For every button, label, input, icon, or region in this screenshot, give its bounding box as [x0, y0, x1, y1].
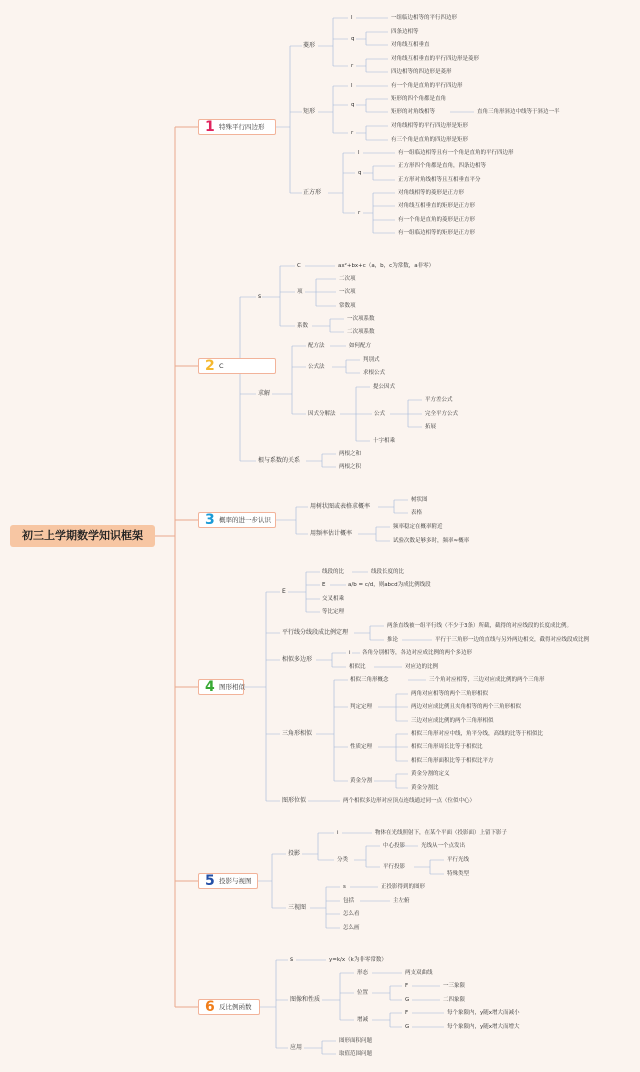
leaf-node[interactable]: 两根之和	[339, 451, 362, 457]
node-position[interactable]: 位置	[357, 990, 369, 996]
node-marker: l	[351, 15, 353, 21]
node-ratio[interactable]: 相似比	[349, 664, 366, 670]
leaf-node[interactable]: 树状图	[411, 497, 428, 503]
node-application[interactable]: 应用	[290, 1044, 303, 1051]
leaf-node[interactable]: 三边对应成比例的两个三角形相似	[411, 718, 494, 724]
topic-1-node[interactable]	[198, 119, 276, 135]
node-method[interactable]: 因式分解法	[308, 411, 336, 417]
leaf-node[interactable]: 怎么画	[343, 925, 360, 931]
node-shape[interactable]: 形态	[357, 970, 369, 976]
leaf-node[interactable]: 有一组临边相等且有一个角是直角的平行四边形	[398, 150, 514, 156]
leaf-node[interactable]: y=k/x（k为非零常数）	[329, 957, 387, 963]
leaf-node[interactable]: 矩形的对角线相等	[391, 109, 436, 115]
leaf-node[interactable]: 频率稳定在概率附近	[393, 524, 443, 530]
topic-label: C	[219, 362, 224, 370]
node-square[interactable]: 正方形	[303, 189, 322, 196]
leaf-node[interactable]: 光线从一个点发出	[421, 843, 466, 849]
node-property[interactable]: 性质定理	[350, 744, 373, 750]
leaf-node[interactable]: 矩形的四个角都是直角	[391, 96, 447, 102]
node-classify[interactable]: 分类	[337, 857, 349, 863]
topic-5-node[interactable]	[198, 873, 258, 889]
leaf-node[interactable]: 两条直线被一组平行线（不少于3条）所截，截得的对应线段的长度成比例。	[387, 623, 573, 629]
leaf-node[interactable]: 正方形对角线相等且互相垂直平分	[398, 177, 481, 183]
leaf-node[interactable]: 各角分别相等，各边对应成比例的两个多边形	[362, 650, 473, 656]
leaf-node[interactable]: 对应边的比例	[405, 664, 439, 670]
node-formula[interactable]: 公式	[374, 411, 386, 417]
node-marker: E	[322, 582, 326, 588]
leaf-node[interactable]: 物体在光线照射下，在某个平面（投影面）上留下影子	[375, 830, 508, 836]
node-parallel[interactable]: 平行投影	[383, 864, 406, 870]
leaf-node[interactable]: 怎么看	[343, 911, 360, 917]
node-parallel-theorem[interactable]: 平行线分线段成比例定理	[282, 629, 349, 636]
leaf-node[interactable]: 表格	[411, 510, 423, 516]
leaf-node[interactable]: 一三象限	[443, 983, 466, 989]
leaf-node[interactable]: 一组临边相等的平行四边形	[391, 15, 458, 21]
topic-3-node[interactable]	[198, 512, 276, 528]
leaf-node[interactable]: 平方差公式	[425, 397, 453, 403]
node-method[interactable]: 公式法	[308, 364, 325, 370]
topic-number: 4	[205, 679, 215, 695]
leaf-node[interactable]: 有一个角是直角的平行四边形	[391, 83, 463, 89]
leaf-node[interactable]: 提公因式	[373, 384, 396, 390]
leaf-node[interactable]: 有一组临边相等的矩形是正方形	[398, 230, 476, 236]
leaf-node[interactable]: 线段的比	[322, 569, 345, 575]
node-marker: s	[343, 884, 346, 890]
node-marker: l	[358, 150, 360, 156]
leaf-node[interactable]: 试验次数足够多时，频率≈概率	[393, 538, 470, 544]
leaf-node[interactable]: 黄金分割比	[411, 785, 439, 791]
topic-2-node[interactable]	[198, 358, 276, 374]
topic-number: 1	[205, 119, 215, 135]
leaf-node[interactable]: 特殊类型	[447, 871, 470, 877]
leaf-node[interactable]: 黄金分割的定义	[411, 771, 450, 777]
topic-label: 图形相似	[219, 683, 245, 691]
leaf-node[interactable]: 交叉相乘	[322, 596, 345, 602]
node-marker: l	[351, 83, 353, 89]
leaf-node[interactable]: 每个象限内，y随x增大而增大	[447, 1024, 520, 1030]
topic-number: 2	[205, 358, 215, 374]
leaf-node[interactable]: 两根之积	[339, 464, 362, 470]
node-homothety[interactable]: 图形位似	[282, 797, 307, 804]
node-marker: s	[258, 293, 262, 300]
leaf-node[interactable]: 平行光线	[447, 857, 470, 863]
leaf-node[interactable]: 有三个角是直角的四边形是矩形	[391, 137, 469, 143]
topic-number: 3	[205, 512, 215, 528]
leaf-node[interactable]: 判别式	[363, 357, 380, 363]
topic-4-node[interactable]	[198, 679, 244, 695]
node-marker: C	[297, 263, 301, 269]
topic-label: 概率的进一步认识	[219, 516, 271, 524]
leaf-node[interactable]: 正方形四个角都是直角，四条边相等	[398, 163, 487, 169]
leaf-node[interactable]: 两支双曲线	[405, 970, 433, 976]
node-tree-table[interactable]: 用树状图或表格求概率	[310, 503, 371, 510]
node-marker: q	[358, 170, 362, 176]
leaf-node[interactable]: 十字相乘	[373, 438, 396, 444]
topic-label: 反比例函数	[219, 1003, 252, 1011]
leaf-node[interactable]: 线段长度的比	[371, 569, 405, 575]
leaf-node[interactable]: 等比定理	[322, 609, 345, 615]
leaf-node[interactable]: 图形面积问题	[339, 1038, 373, 1044]
leaf-node[interactable]: 三个角对应相等，三边对应成比例的两个三角形	[429, 677, 545, 683]
node-marker: r	[351, 63, 354, 69]
node-marker: r	[351, 130, 354, 136]
node-marker: q	[351, 36, 355, 42]
leaf-node[interactable]: 完全平方公式	[425, 411, 459, 417]
topic-label: 投影与视图	[219, 877, 252, 885]
node-similar-triangle[interactable]: 三角形相似	[282, 730, 313, 737]
leaf-node[interactable]: 相似三角形对应中线，角平分线，高线的比等于相似比	[411, 731, 544, 737]
node-central[interactable]: 中心投影	[383, 843, 406, 849]
node-golden[interactable]: 黄金分割	[350, 778, 373, 784]
leaf-node[interactable]: 四条边相等	[391, 29, 419, 35]
leaf-node[interactable]: 主左俯	[393, 898, 410, 904]
leaf-node[interactable]: 每个象限内，y随x增大而减小	[447, 1010, 520, 1016]
node-solve[interactable]: 求解	[258, 390, 271, 397]
leaf-node[interactable]: 如何配方	[349, 343, 372, 349]
leaf-node[interactable]: 对角线互相垂直	[391, 42, 430, 48]
leaf-node[interactable]: 一次项	[339, 289, 356, 295]
node-marker: F	[405, 983, 409, 989]
node-frequency[interactable]: 用频率估计概率	[310, 530, 353, 537]
leaf-node[interactable]: 相似三角形面积比等于相似比平方	[411, 758, 494, 764]
node-marker: q	[351, 102, 355, 108]
leaf-node[interactable]: 两角对应相等的两个三角形相似	[411, 691, 489, 697]
leaf-node[interactable]: 直角三角形斜边中线等于斜边一半	[477, 109, 560, 115]
node-similar-polygon[interactable]: 相似多边形	[282, 656, 313, 663]
topic-number: 5	[205, 873, 215, 889]
node-rhombus[interactable]: 菱形	[303, 42, 316, 49]
leaf-node[interactable]: 对角线互相垂直的平行四边形是菱形	[391, 56, 480, 62]
leaf-node[interactable]: 正投影得到的图形	[381, 884, 426, 890]
topic-number: 6	[205, 999, 215, 1015]
node-include[interactable]: 包括	[343, 898, 355, 904]
node-method[interactable]: 配方法	[308, 343, 325, 349]
node-marker: G	[405, 1024, 410, 1030]
node-concept[interactable]: 相似三角形概念	[350, 677, 389, 683]
root-node[interactable]: 初三上学期数学知识框架	[10, 525, 155, 547]
leaf-node[interactable]: 常数项	[339, 303, 356, 309]
leaf-node[interactable]: ax²+bx+c（a，b，c为常数，a非零）	[338, 263, 435, 269]
leaf-node[interactable]: 两个相似多边形对应顶点连线通过同一点（位似中心）	[343, 798, 476, 804]
node-marker: s	[290, 956, 294, 963]
node-marker: r	[358, 210, 361, 216]
node-monotonic[interactable]: 增减	[357, 1017, 369, 1023]
leaf-node[interactable]: 相似三角形周长比等于相似比	[411, 744, 483, 750]
node-projection[interactable]: 投影	[288, 850, 301, 857]
node-corollary[interactable]: 推论	[387, 637, 399, 643]
node-marker: E	[282, 588, 286, 595]
leaf-node[interactable]: 两边对应成比例且夹角相等的两个三角形相似	[411, 704, 522, 710]
leaf-node[interactable]: 四边相等的四边形是菱形	[391, 69, 452, 75]
node-criteria[interactable]: 判定定理	[350, 704, 373, 710]
leaf-node[interactable]: 二次项系数	[347, 329, 375, 335]
node-rectangle[interactable]: 矩形	[303, 108, 316, 115]
leaf-node[interactable]: 一次项系数	[347, 316, 375, 322]
leaf-node[interactable]: 拓展	[425, 424, 437, 430]
topic-6-node[interactable]	[198, 999, 260, 1015]
node-graph-property[interactable]: 图像和性质	[290, 996, 321, 1003]
leaf-node[interactable]: 求根公式	[363, 370, 386, 376]
leaf-node[interactable]: 平行于三角形一边的直线与另外两边相交，截得对应线段成比例	[435, 637, 590, 643]
node-term[interactable]: 项	[297, 289, 303, 295]
leaf-node[interactable]: 对角线互相垂直的矩形是正方形	[398, 203, 476, 209]
leaf-node[interactable]: 对角线相等的平行四边形是矩形	[391, 123, 469, 129]
node-marker: G	[405, 997, 410, 1003]
node-root-relation[interactable]: 根与系数的关系	[258, 457, 301, 464]
node-marker: i	[337, 830, 339, 836]
node-coefficient[interactable]: 系数	[297, 323, 309, 329]
leaf-node[interactable]: 有一个角是直角的菱形是正方形	[398, 217, 476, 223]
node-marker: F	[405, 1010, 409, 1016]
node-three-view[interactable]: 三视图	[288, 904, 307, 911]
leaf-node[interactable]: 二四象限	[443, 997, 466, 1003]
leaf-node[interactable]: 取值范围问题	[339, 1051, 373, 1057]
leaf-node[interactable]: 二次项	[339, 276, 356, 282]
leaf-node[interactable]: a/b = c/d，则abcd为成比例线段	[348, 582, 431, 588]
topic-label: 特殊平行四边形	[219, 123, 265, 131]
node-marker: i	[349, 650, 351, 656]
leaf-node[interactable]: 对角线相等的菱形是正方形	[398, 190, 465, 196]
